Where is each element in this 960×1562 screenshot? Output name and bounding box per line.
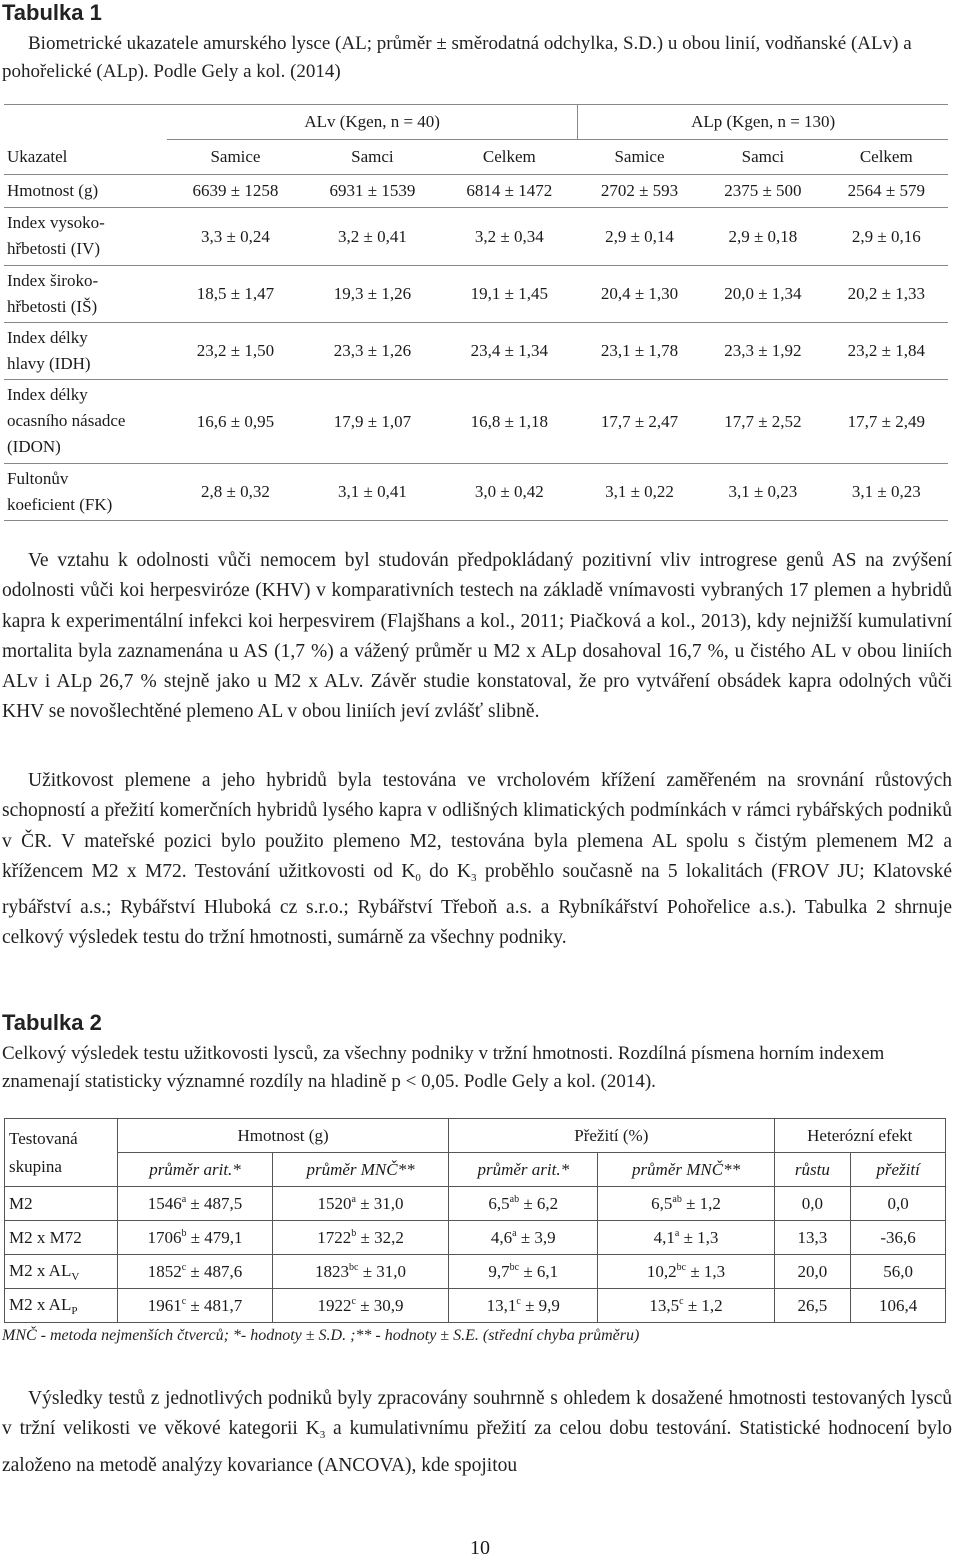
table2-row <box>5 1255 946 1289</box>
paragraph-3-part: a kumulativnímu přežití za celou dobu testování. Statistické hodnocení bylo založeno na metodě analýzy kovariance (ANCOVA), kde spojitou <box>2 1418 952 1476</box>
paragraph-1 <box>2 546 952 728</box>
table1-cell: 23,3 ± 1,26 <box>304 323 441 380</box>
table2-cell: 20,0 <box>774 1255 851 1289</box>
table1-row <box>4 464 948 521</box>
table2-cell: 13,5$^c$ ± 1,2 <box>598 1289 774 1323</box>
table2-row <box>5 1221 946 1255</box>
table1-header: Samice <box>167 140 304 175</box>
table2-cell: 9,7$^{bc}$ ± 6,1 <box>449 1255 598 1289</box>
table1-cell: 3,1 ± 0,22 <box>578 464 701 521</box>
table1-row-label: Fultonův koeficient (FK) <box>4 464 167 521</box>
subscript: V <box>71 1270 80 1283</box>
table1-cell: 17,7 ± 2,52 <box>701 380 824 464</box>
table1-row <box>4 380 948 464</box>
table1-header-row <box>4 140 948 175</box>
table1 <box>4 104 948 521</box>
table2-cell: 106,4 <box>851 1289 946 1323</box>
paragraph-2 <box>2 766 952 954</box>
table1-cell: 16,8 ± 1,18 <box>441 380 578 464</box>
table1-caption <box>2 30 954 86</box>
table1-caption-text: Biometrické ukazatele amurského lysce (AL; průměr ± směrodatná odchylka, S.D.) u obou linií, vodňanské (ALv) a pohořelické (ALp). Podle Gely a kol. (2014) <box>2 33 912 82</box>
table2 <box>4 1118 946 1323</box>
table2-title: Tabulka 2 <box>2 1010 102 1035</box>
table1-cell: 17,9 ± 1,07 <box>304 380 441 464</box>
table2-group-weight: Hmotnost (g) <box>118 1119 449 1153</box>
table1-header: Samci <box>701 140 824 175</box>
table2-row-label <box>5 1187 118 1221</box>
table1-header: Samice <box>578 140 701 175</box>
table1-cell: 6931 ± 1539 <box>304 175 441 208</box>
table1-cell: 3,1 ± 0,23 <box>701 464 824 521</box>
table2-cell: $1520^a \pm 31,0$ <box>273 1187 449 1221</box>
table1-cell: 6814 ± 1472 <box>441 175 578 208</box>
table1-cell: 23,1 ± 1,78 <box>578 323 701 380</box>
table1-title: Tabulka 1 <box>2 0 102 25</box>
table1-cell: 23,3 ± 1,92 <box>701 323 824 380</box>
table2-cell: $1706^b \pm 479,1$ <box>118 1221 273 1255</box>
table2-row-label <box>5 1289 118 1323</box>
table1-cell: 23,2 ± 1,50 <box>167 323 304 380</box>
table1-cell: 18,5 ± 1,47 <box>167 266 304 323</box>
table2-cell: 4,6$^a$ ± 3,9 <box>449 1221 598 1255</box>
table2-cell: $1823^{bc} \pm 31,0$ <box>273 1255 449 1289</box>
table2-cell: -36,6 <box>851 1221 946 1255</box>
table2-caption-text: Celkový výsledek testu užitkovosti lysců, za všechny podniky v tržní hmotnosti. Rozdílná písmena horním indexem znamenají statisticky významné rozdíly na hladině p < 0,05. Podle Gely a kol. (2014). <box>2 1043 885 1092</box>
paragraph-3-part: Výsledky testů z jednotlivých podniků byly zpracovány souhrnně s ohledem k dosažené hmotnosti testovaných lysců v tržní velikosti ve věkové kategorii K <box>2 1388 952 1440</box>
table2-cell: 26,5 <box>774 1289 851 1323</box>
table2-row <box>5 1187 946 1221</box>
table2-caption <box>2 1040 954 1096</box>
subscript: 3 <box>319 1429 326 1442</box>
table2-cell: $1922^c \pm 30,9$ <box>273 1289 449 1323</box>
paragraph-3 <box>2 1384 952 1481</box>
table1-cell: 3,2 ± 0,34 <box>441 208 578 266</box>
table1-cell: 2,8 ± 0,32 <box>167 464 304 521</box>
table2-footnote: MNČ - metoda nejmenších čtverců; *- hodnoty ± S.D. ;** - hodnoty ± S.E. (střední chyba průměru) <box>2 1327 640 1344</box>
table1-row <box>4 266 948 323</box>
table1-cell: 16,6 ± 0,95 <box>167 380 304 464</box>
table2-subheader: průměr arit.* <box>449 1153 598 1187</box>
subscript: 3 <box>471 871 477 884</box>
table1-cell: 17,7 ± 2,49 <box>825 380 948 464</box>
table2-row-name: M2 x AL <box>9 1294 72 1314</box>
table2-cell: $1546^a \pm 487,5$ <box>118 1187 273 1221</box>
table2-row-name: M2 x AL <box>9 1260 72 1280</box>
table1-row-label: Index široko-hřbetosti (IŠ) <box>4 266 167 323</box>
table1-corner <box>4 105 167 140</box>
table1-cell: 20,2 ± 1,33 <box>825 266 948 323</box>
table2-row-name: M2 x M72 <box>9 1227 82 1247</box>
table1-cell: 3,0 ± 0,42 <box>441 464 578 521</box>
paragraph-2-part: proběhlo současně na 5 lokalitách (FROV JU; Klatovské rybářství a.s.; Rybářství Hluboká cz s.r.o.; Rybářství Třeboň a.s. a Rybníkářství Pohořelice a.s.). Tabulka 2 shrnuje celkový výsledek testu do tržní hmotnosti, sumárně za všechny podniky. <box>2 860 953 949</box>
table1-row-label: Index vysoko-hřbetosti (IV) <box>4 208 167 266</box>
table2-group-survival: Přežití (%) <box>449 1119 774 1153</box>
table2-subheader: přežití <box>851 1153 946 1187</box>
table1-cell: 2702 ± 593 <box>578 175 701 208</box>
table1-group-alp: ALp (Kgen, n = 130) <box>578 105 948 140</box>
paragraph-3-text <box>2 1384 952 1481</box>
subscript: P <box>71 1304 78 1317</box>
table2-subheader: průměr MNČ** <box>273 1153 449 1187</box>
table1-header: Samci <box>304 140 441 175</box>
table2-cell: $1722^b \pm 32,2$ <box>273 1221 449 1255</box>
table2-row <box>5 1289 946 1323</box>
table2-cell: 10,2$^{bc}$ ± 1,3 <box>598 1255 774 1289</box>
table1-header: Celkem <box>825 140 948 175</box>
table1-cell: 3,3 ± 0,24 <box>167 208 304 266</box>
paragraph-2-part: Užitkovost plemene a jeho hybridů byla testována ve vrcholovém křížení zaměřeném na srovnání růstových schopností a přežití komerčních hybridů lysého kapra v odlišných klimatických podmínkách v rámci rybářských podniků v ČR. V mateřské pozici bylo použito plemeno M2, testována byla plemena AL spolu s čistým plemenem M2 a křížencem M2 x M72. Testování užitkovosti od K <box>2 770 952 882</box>
table1-header: Ukazatel <box>4 140 167 175</box>
page-number: 10 <box>470 1537 490 1559</box>
table1-cell: 20,4 ± 1,30 <box>578 266 701 323</box>
table1-cell: 6639 ± 1258 <box>167 175 304 208</box>
table2-cell: 0,0 <box>851 1187 946 1221</box>
table1-cell: 19,3 ± 1,26 <box>304 266 441 323</box>
table2-subheader: průměr MNČ** <box>598 1153 774 1187</box>
table2-cell: 13,3 <box>774 1221 851 1255</box>
table2-group-heterosis: Heterózní efekt <box>774 1119 945 1153</box>
table1-cell: 2,9 ± 0,14 <box>578 208 701 266</box>
table2-row-label <box>5 1221 118 1255</box>
table2-cell: 56,0 <box>851 1255 946 1289</box>
table1-row <box>4 208 948 266</box>
table1-cell: 23,2 ± 1,84 <box>825 323 948 380</box>
table1-cell: 2564 ± 579 <box>825 175 948 208</box>
table2-subheader: růstu <box>774 1153 851 1187</box>
table2-cell: $1961^c \pm 481,7$ <box>118 1289 273 1323</box>
table1-row-label: Index délky ocasního násadce (IDON) <box>4 380 167 464</box>
table2-cell: 6,5$^{ab}$ ± 6,2 <box>449 1187 598 1221</box>
table1-row <box>4 323 948 380</box>
table1-cell: 2375 ± 500 <box>701 175 824 208</box>
table2-col-group: Testovaná skupina <box>5 1119 118 1187</box>
table2-cell: 0,0 <box>774 1187 851 1221</box>
table1-group-alv: ALv (Kgen, n = 40) <box>167 105 578 140</box>
paragraph-1-text: Ve vztahu k odolnosti vůči nemocem byl studován předpokládaný pozitivní vliv introgrese genů AS na zvýšení odolnosti vůči koi herpesviróze (KHV) v komparativních testech na základě vnímavosti vybraných 17 plemen a hybridů kapra k experimentální infekci koi herpesvirem (Flajšhans a kol., 2011; Piačková a kol., 2013), kdy nejnižší kumulativní mortalita byla zaznamenána u AS (1,7 %) a vážený průměr u M2 x ALp dosahoval 16,7 %, u čistého AL v obou liniích ALv i ALp 26,7 % stejně jako u M2 x ALv. Závěr studie konstatoval, že pro vytváření obsádek kapra odolných vůči KHV se novošlechtěné plemeno AL v obou liniích jeví zvlášť slibně. <box>2 550 952 723</box>
table1-cell: 23,4 ± 1,34 <box>441 323 578 380</box>
table1-row <box>4 175 948 208</box>
table1-cell: 3,1 ± 0,23 <box>825 464 948 521</box>
table2-row-label <box>5 1255 118 1289</box>
table1-cell: 17,7 ± 2,47 <box>578 380 701 464</box>
table1-row-label: Hmotnost (g) <box>4 175 167 208</box>
paragraph-2-text <box>2 766 952 954</box>
table2-subheader: průměr arit.* <box>118 1153 273 1187</box>
table1-row-label: Index délky hlavy (IDH) <box>4 323 167 380</box>
table1-cell: 20,0 ± 1,34 <box>701 266 824 323</box>
paragraph-2-part: do K <box>420 860 472 882</box>
table2-cell: 6,5$^{ab}$ ± 1,2 <box>598 1187 774 1221</box>
table2-cell: 4,1$^a$ ± 1,3 <box>598 1221 774 1255</box>
table2-cell: $1852^c \pm 487,6$ <box>118 1255 273 1289</box>
table1-cell: 19,1 ± 1,45 <box>441 266 578 323</box>
table1-cell: 2,9 ± 0,18 <box>701 208 824 266</box>
subscript: 0 <box>415 871 421 884</box>
table1-cell: 3,2 ± 0,41 <box>304 208 441 266</box>
table1-header: Celkem <box>441 140 578 175</box>
table1-cell: 2,9 ± 0,16 <box>825 208 948 266</box>
table2-cell: 13,1$^c$ ± 9,9 <box>449 1289 598 1323</box>
table1-cell: 3,1 ± 0,41 <box>304 464 441 521</box>
table2-row-name: M2 <box>9 1193 33 1213</box>
